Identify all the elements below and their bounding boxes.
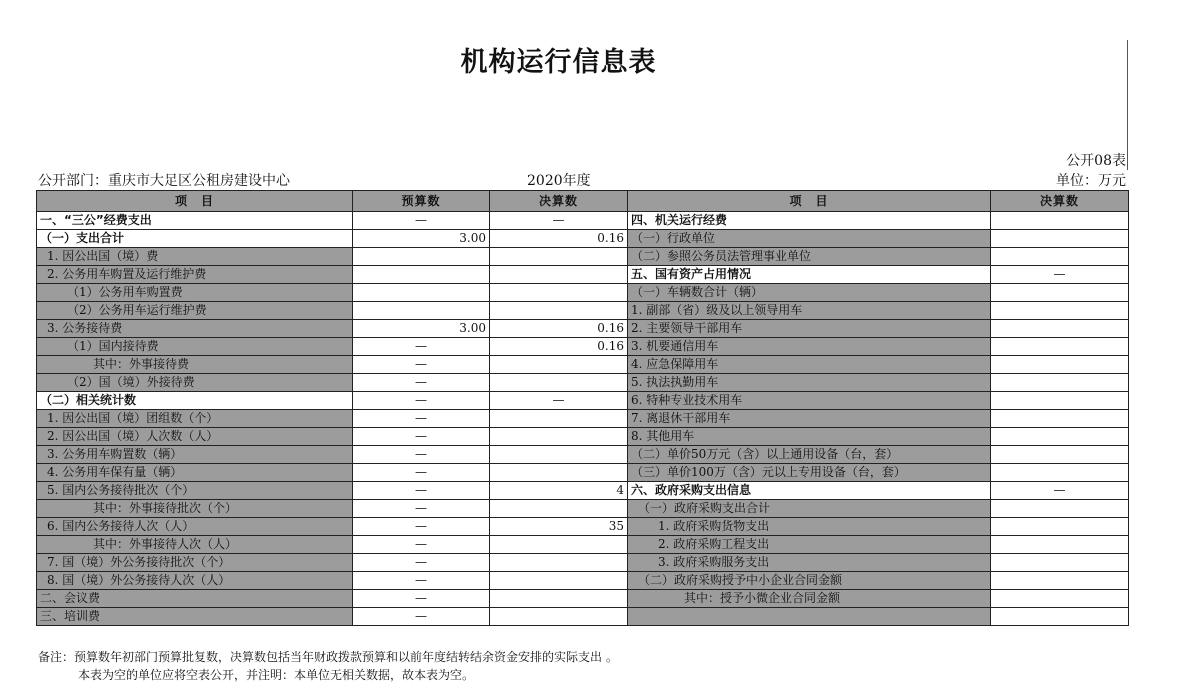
row-final-right: — xyxy=(991,266,1129,284)
note-line-2: 本表为空的单位应将空表公开，并注明：本单位无相关数据，故本表为空。 xyxy=(78,668,475,682)
row-item-right: （一）政府采购支出合计 xyxy=(628,500,991,518)
table-row xyxy=(37,392,1129,410)
table-row xyxy=(37,518,1129,536)
row-item-right: 五、国有资产占用情况 xyxy=(628,266,991,284)
row-item-right: 1. 副部（省）级及以上领导用车 xyxy=(628,302,991,320)
table-row xyxy=(37,302,1129,320)
row-final-left xyxy=(490,536,628,554)
row-final-right xyxy=(991,284,1129,302)
row-item-right: 四、机关运行经费 xyxy=(628,212,991,230)
row-item-left: 4. 公务用车保有量（辆） xyxy=(37,464,353,482)
row-budget: — xyxy=(353,410,490,428)
table-row xyxy=(37,500,1129,518)
row-budget: 3.00 xyxy=(353,230,490,248)
row-final-right xyxy=(991,302,1129,320)
row-final-left: — xyxy=(490,212,628,230)
row-item-left: 2. 因公出国（境）人次数（人） xyxy=(37,428,353,446)
row-budget: — xyxy=(353,428,490,446)
row-item-right: 3. 政府采购服务支出 xyxy=(628,554,991,572)
row-final-right xyxy=(991,248,1129,266)
row-final-left xyxy=(490,410,628,428)
row-final-left: 4 xyxy=(490,482,628,500)
row-final-left: 0.16 xyxy=(490,338,628,356)
row-final-right xyxy=(991,392,1129,410)
row-item-left: （2）公务用车运行维护费 xyxy=(37,302,353,320)
table-row xyxy=(37,608,1129,626)
table-row xyxy=(37,590,1129,608)
row-budget: — xyxy=(353,590,490,608)
row-item-right: 其中：授予小微企业合同金额 xyxy=(628,590,991,608)
table-row xyxy=(37,248,1129,266)
row-budget: — xyxy=(353,356,490,374)
row-final-right xyxy=(991,572,1129,590)
table-row xyxy=(37,410,1129,428)
row-budget: — xyxy=(353,338,490,356)
row-final-right xyxy=(991,374,1129,392)
row-item-left: 5. 国内公务接待批次（个） xyxy=(37,482,353,500)
row-final-left xyxy=(490,284,628,302)
row-item-right: 六、政府采购支出信息 xyxy=(628,482,991,500)
row-final-right xyxy=(991,428,1129,446)
row-budget: — xyxy=(353,518,490,536)
page-edge-line xyxy=(1127,40,1128,170)
row-item-right: （二）政府采购授予中小企业合同金额 xyxy=(628,572,991,590)
row-item-left: 1. 因公出国（境）费 xyxy=(37,248,353,266)
row-budget: — xyxy=(353,374,490,392)
row-final-right xyxy=(991,212,1129,230)
notes xyxy=(38,648,618,684)
table-row xyxy=(37,428,1129,446)
row-item-left: 其中：外事接待批次（个） xyxy=(37,500,353,518)
row-budget: — xyxy=(353,536,490,554)
row-item-right: （二）单价50万元（含）以上通用设备（台，套） xyxy=(628,446,991,464)
row-budget: — xyxy=(353,464,490,482)
row-final-left xyxy=(490,374,628,392)
row-budget: — xyxy=(353,482,490,500)
row-final-right xyxy=(991,338,1129,356)
row-final-right xyxy=(991,464,1129,482)
row-item-right: （一）行政单位 xyxy=(628,230,991,248)
page-title: 机构运行信息表 xyxy=(460,47,657,78)
row-final-right xyxy=(991,320,1129,338)
row-final-right xyxy=(991,500,1129,518)
row-final-left xyxy=(490,446,628,464)
row-item-right: （二）参照公务员法管理事业单位 xyxy=(628,248,991,266)
table-row xyxy=(37,320,1129,338)
row-item-left: 6. 国内公务接待人次（人） xyxy=(37,518,353,536)
row-item-left: （2）国（境）外接待费 xyxy=(37,374,353,392)
row-item-left: （1）公务用车购置费 xyxy=(37,284,353,302)
row-item-left: 8. 国（境）外公务接待人次（人） xyxy=(37,572,353,590)
department-label: 公开部门：重庆市大足区公租房建设中心 xyxy=(38,173,290,189)
row-budget xyxy=(353,284,490,302)
row-final-right xyxy=(991,608,1129,626)
row-final-right xyxy=(991,518,1129,536)
row-budget: — xyxy=(353,608,490,626)
row-item-right: 3. 机要通信用车 xyxy=(628,338,991,356)
row-final-left xyxy=(490,464,628,482)
row-budget xyxy=(353,302,490,320)
row-final-right xyxy=(991,230,1129,248)
row-final-left xyxy=(490,302,628,320)
row-item-left: 其中：外事接待费 xyxy=(37,356,353,374)
row-final-left xyxy=(490,356,628,374)
table-row xyxy=(37,266,1129,284)
header-item-left: 项 目 xyxy=(37,191,353,212)
row-item-left: （二）相关统计数 xyxy=(37,392,353,410)
row-item-right: （三）单价100万（含）元以上专用设备（台，套） xyxy=(628,464,991,482)
table-row xyxy=(37,374,1129,392)
row-item-left: （1）国内接待费 xyxy=(37,338,353,356)
row-budget: 3.00 xyxy=(353,320,490,338)
row-budget xyxy=(353,248,490,266)
row-final-left xyxy=(490,554,628,572)
row-item-right xyxy=(628,608,991,626)
table-row xyxy=(37,554,1129,572)
row-item-left: 二、会议费 xyxy=(37,590,353,608)
row-final-right xyxy=(991,590,1129,608)
row-final-left xyxy=(490,248,628,266)
row-budget: — xyxy=(353,554,490,572)
row-final-right: — xyxy=(991,482,1129,500)
unit-label: 单位：万元 xyxy=(1056,173,1126,189)
header-budget: 预算数 xyxy=(353,191,490,212)
row-item-right: 2. 主要领导干部用车 xyxy=(628,320,991,338)
row-item-left: 一、“三公”经费支出 xyxy=(37,212,353,230)
row-item-right: 6. 特种专业技术用车 xyxy=(628,392,991,410)
row-final-right xyxy=(991,410,1129,428)
row-final-left xyxy=(490,428,628,446)
row-item-left: 三、培训费 xyxy=(37,608,353,626)
row-final-left xyxy=(490,266,628,284)
table-row xyxy=(37,482,1129,500)
row-final-left: 0.16 xyxy=(490,320,628,338)
row-final-right xyxy=(991,446,1129,464)
table-row xyxy=(37,464,1129,482)
row-budget xyxy=(353,266,490,284)
row-budget: — xyxy=(353,212,490,230)
table-row xyxy=(37,572,1129,590)
row-final-left xyxy=(490,608,628,626)
report-number: 公开08表 xyxy=(1066,153,1126,169)
row-item-right: 8. 其他用车 xyxy=(628,428,991,446)
row-item-right: 4. 应急保障用车 xyxy=(628,356,991,374)
table-row xyxy=(37,356,1129,374)
table-row xyxy=(37,338,1129,356)
table-row xyxy=(37,212,1129,230)
row-budget: — xyxy=(353,500,490,518)
header-item-right: 项 目 xyxy=(628,191,991,212)
row-item-right: 7. 离退休干部用车 xyxy=(628,410,991,428)
row-item-right: 1. 政府采购货物支出 xyxy=(628,518,991,536)
table-row xyxy=(37,446,1129,464)
row-final-left: — xyxy=(490,392,628,410)
row-final-right xyxy=(991,356,1129,374)
row-final-left: 35 xyxy=(490,518,628,536)
row-budget: — xyxy=(353,392,490,410)
header-final-left: 决算数 xyxy=(490,191,628,212)
row-final-right xyxy=(991,554,1129,572)
row-item-left: 3. 公务用车购置数（辆） xyxy=(37,446,353,464)
row-item-left: 1. 因公出国（境）团组数（个） xyxy=(37,410,353,428)
row-item-left: 其中：外事接待人次（人） xyxy=(37,536,353,554)
row-item-left: 7. 国（境）外公务接待批次（个） xyxy=(37,554,353,572)
table-row xyxy=(37,230,1129,248)
table-row xyxy=(37,536,1129,554)
row-item-left: （一）支出合计 xyxy=(37,230,353,248)
note-line-1: 备注：预算数年初部门预算批复数，决算数包括当年财政拨款预算和以前年度结转结余资金安排的实际支出 。 xyxy=(38,650,618,664)
row-final-left: 0.16 xyxy=(490,230,628,248)
row-item-left: 2. 公务用车购置及运行维护费 xyxy=(37,266,353,284)
table-row xyxy=(37,284,1129,302)
row-final-left xyxy=(490,590,628,608)
row-final-left xyxy=(490,500,628,518)
header-final-right: 决算数 xyxy=(991,191,1129,212)
info-table xyxy=(36,190,1129,626)
row-item-right: 2. 政府采购工程支出 xyxy=(628,536,991,554)
row-item-left: 3. 公务接待费 xyxy=(37,320,353,338)
row-budget: — xyxy=(353,446,490,464)
fiscal-year: 2020年度 xyxy=(527,173,591,189)
table-header-row xyxy=(37,191,1129,212)
row-budget: — xyxy=(353,572,490,590)
row-item-right: （一）车辆数合计（辆） xyxy=(628,284,991,302)
row-final-right xyxy=(991,536,1129,554)
row-final-left xyxy=(490,572,628,590)
row-item-right: 5. 执法执勤用车 xyxy=(628,374,991,392)
